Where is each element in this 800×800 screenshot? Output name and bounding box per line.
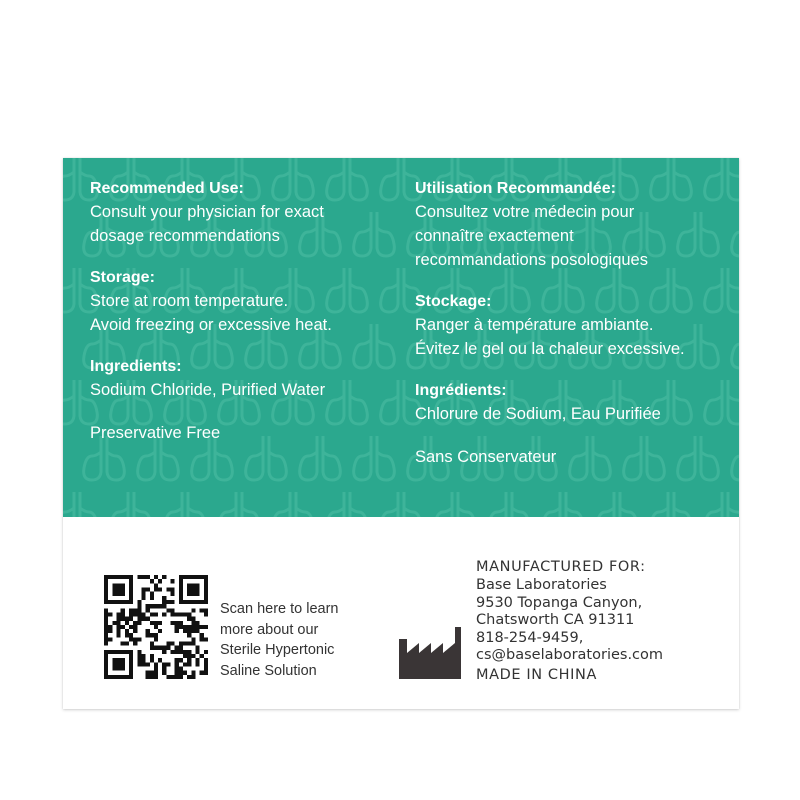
section-utilisation [415, 178, 735, 272]
section-ingredients [90, 356, 390, 445]
section-stockage [415, 291, 735, 361]
manufacturer-email: cs@baselaboratories.com [476, 647, 664, 663]
manufacturer-info [476, 557, 736, 685]
section-heading: Ingredients: [90, 358, 182, 375]
section-storage [90, 267, 390, 337]
section-heading: Ingrédients: [415, 382, 507, 399]
lungs-icon [543, 492, 584, 517]
section-ingredients-fr [415, 380, 735, 469]
section-body: Consultez votre médecin pour connaître exactement recommandations posologiques [415, 203, 648, 269]
lungs-icon [597, 492, 638, 517]
lungs-icon [327, 492, 368, 517]
section-heading: Recommended Use: [90, 180, 244, 197]
info-section [63, 158, 739, 517]
preservative-note-fr: Sans Conservateur [415, 448, 557, 466]
manufacturer-heading: MANUFACTURED FOR: [476, 559, 646, 575]
lungs-icon [165, 492, 206, 517]
origin-label: MADE IN CHINA [476, 666, 597, 683]
footer-section [63, 517, 739, 709]
lungs-icon [111, 492, 152, 517]
lungs-icon [489, 492, 530, 517]
lungs-icon [435, 492, 476, 517]
lungs-icon [63, 492, 97, 517]
preservative-note: Preservative Free [90, 424, 221, 442]
manufacturer-line: Chatsworth CA 91311 [476, 612, 635, 628]
section-body: Consult your physician for exact dosage recommendations [90, 203, 324, 245]
scan-prompt: Scan here to learn more about our Sterile Hypertonic Saline Solution [220, 601, 339, 679]
section-body: Store at room temperature. Avoid freezing or excessive heat. [90, 292, 332, 334]
section-recommended-use [90, 178, 390, 248]
manufacturer-line: 9530 Topanga Canyon, [476, 594, 643, 611]
lungs-icon [219, 492, 260, 517]
english-column [90, 178, 390, 464]
lungs-icon [273, 492, 314, 517]
section-heading: Stockage: [415, 293, 492, 310]
factory-icon [399, 627, 461, 679]
lungs-icon [381, 492, 422, 517]
qr-code[interactable] [104, 575, 208, 679]
section-heading: Utilisation Recommandée: [415, 180, 616, 197]
package-panel [63, 158, 739, 709]
manufacturer-line: Base Laboratories [476, 577, 607, 593]
french-column [415, 178, 735, 488]
manufacturer-line: 818-254-9459, [476, 629, 584, 646]
lungs-icon [705, 492, 739, 517]
section-heading: Storage: [90, 269, 155, 286]
section-body: Ranger à température ambiante. Évitez le gel ou la chaleur excessive. [415, 316, 685, 358]
lungs-icon [651, 492, 692, 517]
section-body: Chlorure de Sodium, Eau Purifiée [415, 405, 661, 423]
section-body: Sodium Chloride, Purified Water [90, 381, 326, 399]
